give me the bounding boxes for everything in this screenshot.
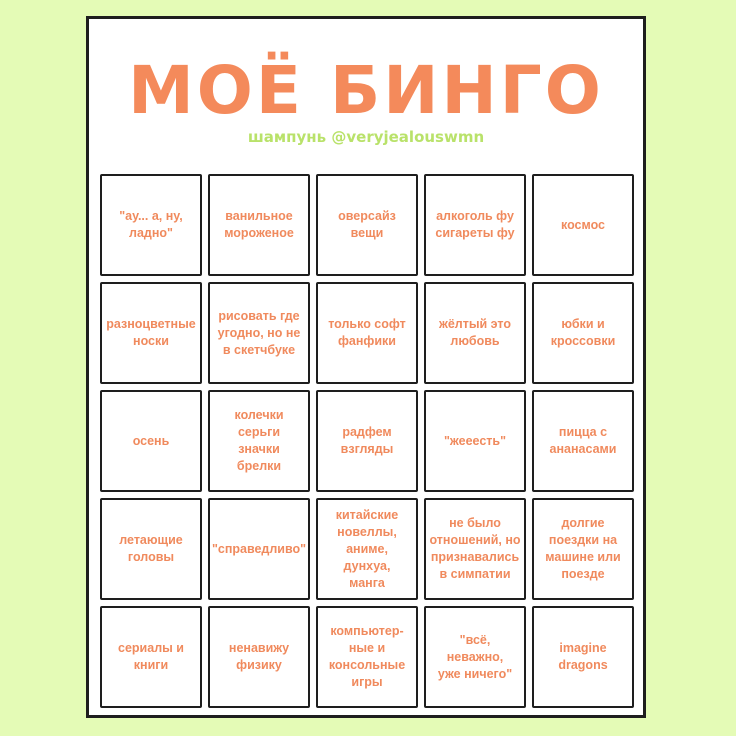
- bingo-cell-label: жёлтый это любовь: [438, 317, 512, 348]
- bingo-cell-label: пицца с ананасами: [549, 425, 617, 456]
- bingo-cell[interactable]: [100, 390, 202, 492]
- bingo-cell-label: сериалы и книги: [118, 641, 184, 672]
- bingo-cell[interactable]: [208, 282, 310, 384]
- bingo-cell-label: только софт фанфики: [328, 317, 406, 348]
- bingo-grid: [100, 174, 634, 708]
- bingo-cell[interactable]: [100, 282, 202, 384]
- bingo-cell[interactable]: [100, 606, 202, 708]
- bingo-cell[interactable]: [316, 174, 418, 276]
- bingo-cell[interactable]: [424, 498, 526, 600]
- bingo-cell-label: долгие поездки на машине или поезде: [545, 516, 621, 581]
- bingo-cell-label: оверсайз вещи: [338, 209, 396, 240]
- bingo-cell-label: рисовать где угодно, но не в скетчбуке: [217, 308, 301, 357]
- bingo-cell[interactable]: [532, 498, 634, 600]
- bingo-cell[interactable]: [100, 498, 202, 600]
- bingo-cell[interactable]: [208, 390, 310, 492]
- bingo-cell[interactable]: [316, 606, 418, 708]
- bingo-cell[interactable]: [100, 174, 202, 276]
- bingo-cell-label: летающие головы: [119, 533, 183, 564]
- bingo-cell-label: не было отношений, но признавались в симпатии: [429, 516, 521, 581]
- bingo-cell[interactable]: [532, 390, 634, 492]
- bingo-cell[interactable]: [316, 282, 418, 384]
- bingo-cell[interactable]: [532, 282, 634, 384]
- bingo-cell[interactable]: [208, 606, 310, 708]
- bingo-cell-label: "жееесть": [444, 433, 506, 448]
- bingo-cell[interactable]: [424, 282, 526, 384]
- bingo-cell-label: осень: [132, 433, 170, 448]
- bingo-cell-label: китайские новеллы, аниме, дунхуа, манга: [335, 507, 399, 590]
- bingo-cell[interactable]: [532, 606, 634, 708]
- bingo-cell-label: юбки и кроссовки: [550, 317, 616, 348]
- bingo-cell[interactable]: [532, 174, 634, 276]
- bingo-cell[interactable]: [208, 174, 310, 276]
- bingo-cell-label: "всё, неважно, уже ничего": [437, 632, 513, 681]
- bingo-cell-label: "ау... а, ну, ладно": [119, 209, 183, 240]
- bingo-cell[interactable]: [424, 606, 526, 708]
- bingo-cell-label: imagine dragons: [558, 641, 608, 672]
- bingo-cell[interactable]: [424, 390, 526, 492]
- bingo-cell-label: алкоголь фу сигареты фу: [435, 209, 515, 240]
- bingo-cell-label: компьютер- ные и консольные игры: [328, 624, 406, 689]
- bingo-card: [86, 16, 646, 718]
- bingo-cell-label: "справедливо": [211, 541, 307, 556]
- bingo-cell-label: космос: [560, 217, 606, 232]
- bingo-cell[interactable]: [316, 390, 418, 492]
- bingo-cell[interactable]: [316, 498, 418, 600]
- bingo-cell-label: радфем взгляды: [340, 425, 394, 456]
- bingo-cell-label: ненавижу физику: [228, 641, 290, 672]
- bingo-cell[interactable]: [424, 174, 526, 276]
- bingo-cell-label: ванильное мороженое: [224, 209, 294, 240]
- bingo-cell[interactable]: [208, 498, 310, 600]
- bingo-cell-label: разноцветные носки: [106, 317, 196, 348]
- bingo-title: МОЁ БИНГО: [128, 52, 604, 129]
- bingo-subtitle: шампунь @veryjealouswmn: [247, 128, 485, 146]
- bingo-cell-label: колечки серьги значки брелки: [234, 408, 284, 473]
